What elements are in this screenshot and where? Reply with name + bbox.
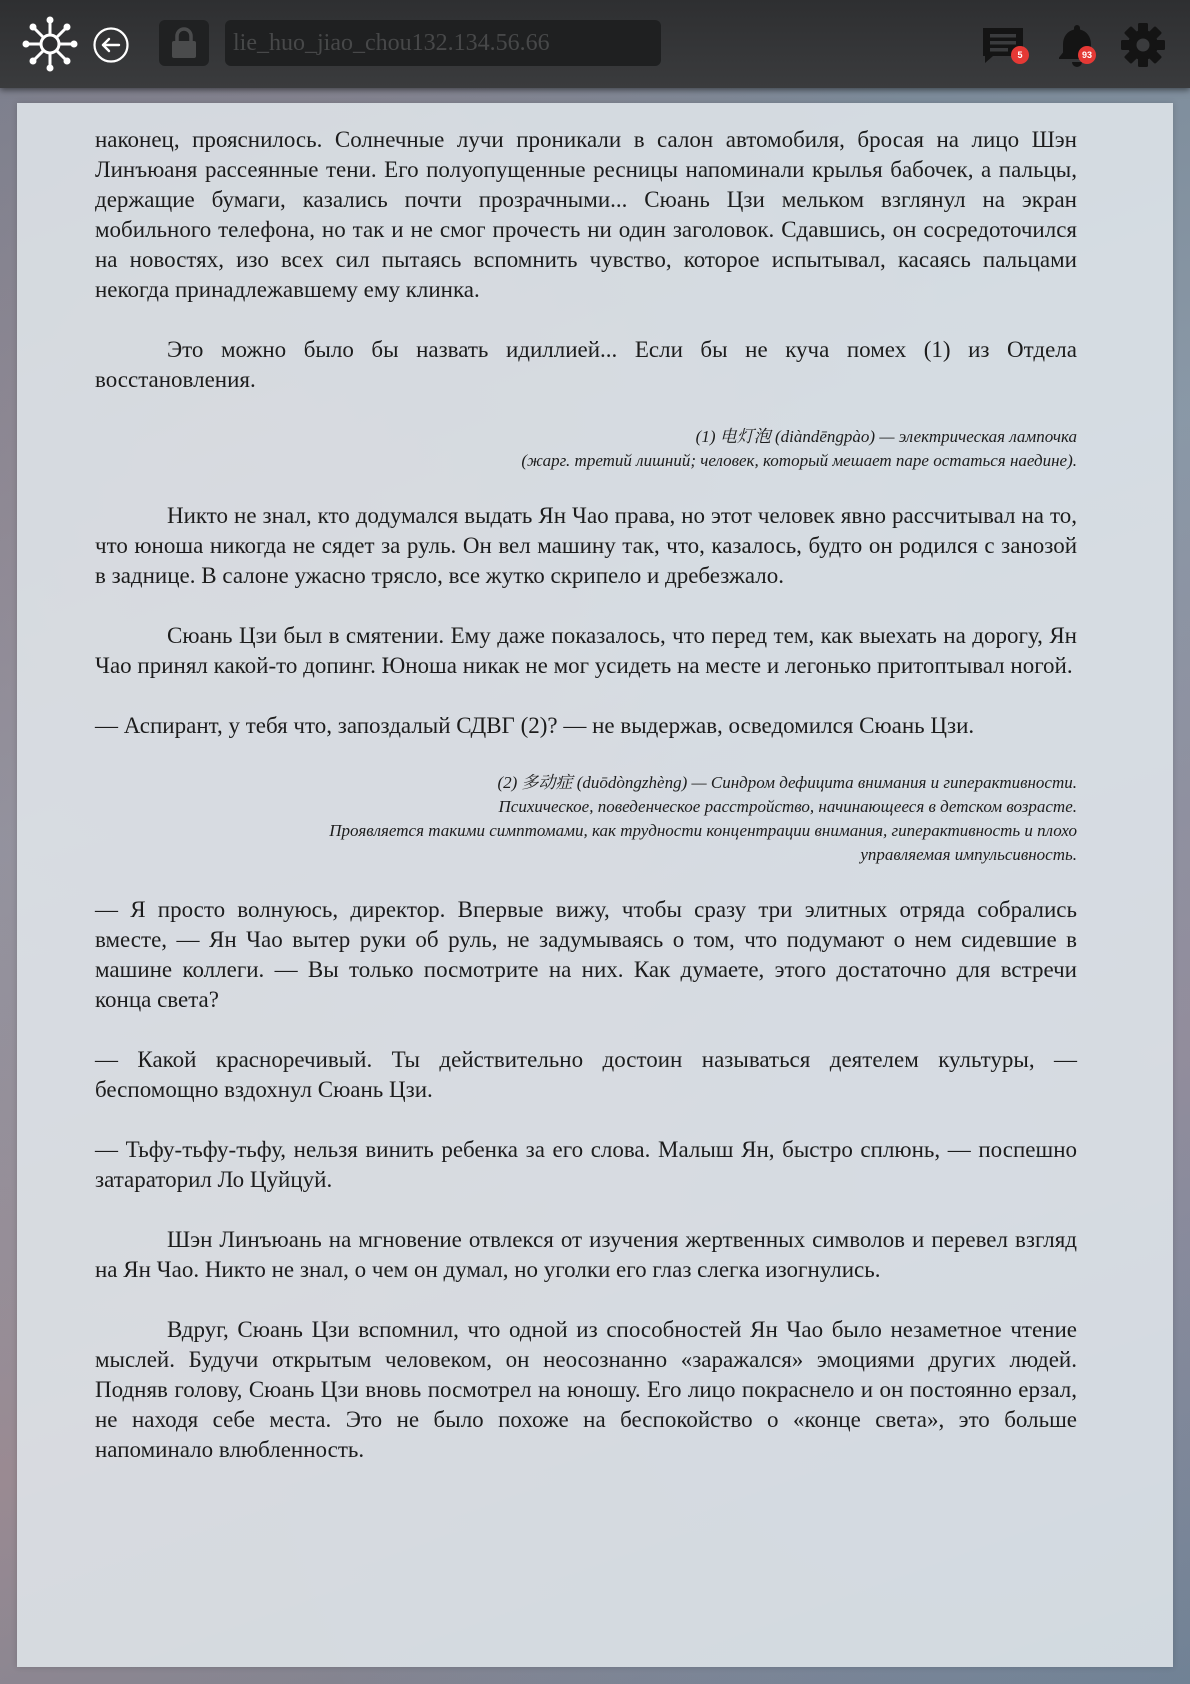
- network-logo-icon[interactable]: [22, 16, 78, 72]
- top-toolbar: [0, 0, 1190, 88]
- back-button[interactable]: [92, 26, 130, 64]
- footnote-line: (жарг. третий лишний; человек, который мешает паре остаться наедине).: [521, 451, 1077, 470]
- footnote-line: Психическое, поведенческое расстройство, начинающееся в детском возрасте.: [498, 797, 1077, 816]
- paragraph: Шэн Линъюань на мгновение отвлекся от изучения жертвенных символов и перевел взгляд на Ян Чао. Никто не знал, о чем он думал, но уголки его глаз слегка изогнулись.: [95, 1227, 1077, 1282]
- lock-button[interactable]: [159, 20, 209, 66]
- reader-panel[interactable]: [17, 103, 1173, 1667]
- paragraph: Это можно было бы назвать идиллией... Если бы не куча помех (1) из Отдела восстановления.: [95, 337, 1077, 392]
- gear-icon: [1119, 21, 1167, 69]
- paragraph: Вдруг, Сюань Цзи вспомнил, что одной из способностей Ян Чао было незаметное чтение мыслей. Будучи открытым человеком, он неосознанно «заражался» эмоциями других людей. Подняв голову, Сюань Цзи вновь посмотрел на юношу. Его лицо покраснело и он постоянно ерзал, не находя себе места. Это не было похоже на беспокойство о «конце света», это больше напоминало влюбленность.: [95, 1317, 1077, 1462]
- footnote-line: (1) 电灯泡 (diàndēngpào) — электрическая лампочка: [695, 427, 1077, 446]
- paragraph: — Какой красноречивый. Ты действительно достоин называться деятелем культуры, — беспомощно вздохнул Сюань Цзи.: [95, 1047, 1077, 1102]
- url-input[interactable]: lie_huo_jiao_chou132.134.56.66: [225, 20, 661, 66]
- messages-count-badge: 5: [1011, 46, 1029, 64]
- arrow-left-icon: [92, 26, 130, 64]
- footnote-line: Проявляется такими симптомами, как трудности концентрации внимания, гиперактивность и плохо: [329, 821, 1077, 840]
- notifications-button[interactable]: [1054, 22, 1100, 68]
- chapter-text: [95, 125, 1077, 1495]
- lock-icon: [169, 26, 199, 60]
- paragraph: — Я просто волнуюсь, директор. Впервые вижу, чтобы сразу три элитных отряда собрались вместе, — Ян Чао вытер руки об руль, не задумываясь о том, что подумают о нем сидевшие в машине коллеги. — Вы только посмотрите на них. Как думаете, этого достаточно для встречи конца света?: [95, 897, 1077, 1012]
- footnote-line: (2) 多动症 (duōdòngzhèng) — Синдром дефицита внимания и гиперактивности.: [497, 773, 1077, 792]
- settings-button[interactable]: [1119, 21, 1167, 69]
- footnote: [95, 425, 1077, 473]
- notifications-count-badge: 93: [1078, 46, 1096, 64]
- paragraph: Никто не знал, кто додумался выдать Ян Чао права, но этот человек явно рассчитывал на то, что юноша никогда не сядет за руль. Он вел машину так, что, казалось, будто он родился с занозой в заднице. В салоне ужасно трясло, все жутко скрипело и дребезжало.: [95, 503, 1077, 588]
- footnote: [95, 771, 1077, 867]
- paragraph: — Аспирант, у тебя что, запоздалый СДВГ (2)? — не выдержав, осведомился Сюань Цзи.: [95, 713, 975, 738]
- footnote-line: управляемая импульсивность.: [860, 845, 1077, 864]
- messages-button[interactable]: [980, 22, 1026, 68]
- paragraph: — Тьфу-тьфу-тьфу, нельзя винить ребенка за его слова. Малыш Ян, быстро сплюнь, — поспешно затараторил Ло Цуйцуй.: [95, 1137, 1077, 1192]
- paragraph: наконец, прояснилось. Солнечные лучи проникали в салон автомобиля, бросая на лицо Шэн Линъюаня рассеянные тени. Его полуопущенные ресницы напоминали крылья бабочек, а пальцы, держащие бумаги, казались почти прозрачными... Сюань Цзи мельком взглянул на экран мобильного телефона, но так и не смог прочесть ни один заголовок. Сдавшись, он сосредоточился на новостях, изо всех сил пытаясь вспомнить чувство, которое испытывал, касаясь пальцами некогда принадлежавшему ему клинка.: [95, 127, 1077, 302]
- paragraph: Сюань Цзи был в смятении. Ему даже показалось, что перед тем, как выехать на дорогу, Ян Чао принял какой-то допинг. Юноша никак не мог усидеть на месте и легонько притоптывал ногой.: [95, 623, 1077, 678]
